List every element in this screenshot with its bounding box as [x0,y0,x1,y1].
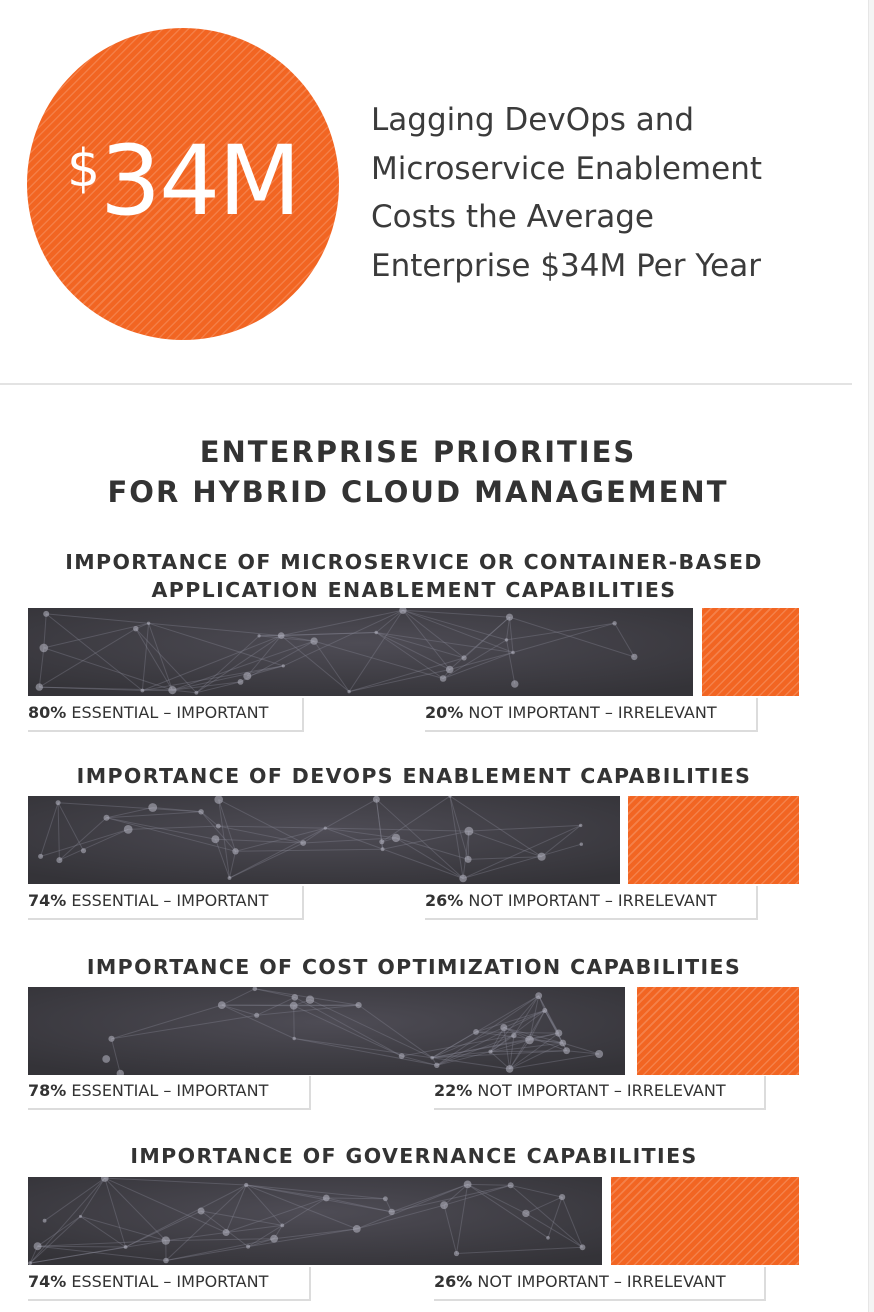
hero-badge [27,28,339,340]
value-label: 78% [28,1081,67,1100]
chart-title-line: IMPORTANCE OF COST OPTIMIZATION CAPABILITIES [86,955,742,979]
hero-line: Costs the Average [371,199,654,235]
category-label: ESSENTIAL – IMPORTANT [71,891,269,910]
bar-not-important-irrelevant [702,608,799,696]
chart-title-line: IMPORTANCE OF DEVOPS ENABLEMENT CAPABILITIES [76,764,752,788]
bar-essential-important [28,1177,602,1265]
value-label: 22% [434,1081,473,1100]
bar-essential-important [28,608,693,696]
label-essential-important [28,1076,311,1110]
value-label: 26% [425,891,464,910]
chart-title [0,1142,828,1170]
hero-line: Lagging DevOps and [371,102,695,138]
bar-essential-important [28,796,620,884]
label-essential-important [28,698,304,732]
page-edge-rule [868,0,874,1312]
section-divider [0,383,852,385]
hero-figure [66,125,300,237]
label-not-important-irrelevant [434,1267,766,1301]
hero-line: Enterprise $34M Per Year [371,247,761,284]
category-label: ESSENTIAL – IMPORTANT [71,1272,269,1291]
category-label: ESSENTIAL – IMPORTANT [71,1081,269,1100]
category-label: ESSENTIAL – IMPORTANT [71,703,269,722]
hero-amount: 34M [100,125,300,237]
section-title-line: ENTERPRISE PRIORITIES [199,435,637,469]
value-label: 80% [28,703,67,722]
chart-title [0,762,828,790]
hero-line: Microservice Enablement [371,150,762,187]
category-label: NOT IMPORTANT – IRRELEVANT [477,1081,726,1100]
hero-statement [371,96,831,290]
value-label: 26% [434,1272,473,1291]
category-label: NOT IMPORTANT – IRRELEVANT [468,891,717,910]
label-not-important-irrelevant [425,698,758,732]
value-label: 20% [425,703,464,722]
value-label: 74% [28,1272,67,1291]
bar-not-important-irrelevant [628,796,799,884]
bar-essential-important [28,987,625,1075]
label-not-important-irrelevant [434,1076,766,1110]
chart-title [0,953,828,981]
chart-title [0,548,828,604]
category-label: NOT IMPORTANT – IRRELEVANT [468,703,717,722]
category-label: NOT IMPORTANT – IRRELEVANT [477,1272,726,1291]
chart-title-line: APPLICATION ENABLEMENT CAPABILITIES [151,578,677,602]
chart-title-line: IMPORTANCE OF MICROSERVICE OR CONTAINER-BASED [65,550,763,574]
bar-not-important-irrelevant [611,1177,799,1265]
label-essential-important [28,1267,311,1301]
chart-title-line: IMPORTANCE OF GOVERNANCE CAPABILITIES [130,1144,698,1168]
hero-currency: $ [66,139,99,199]
value-label: 74% [28,891,67,910]
section-title [0,432,836,512]
label-not-important-irrelevant [425,886,758,920]
bar-not-important-irrelevant [637,987,799,1075]
label-essential-important [28,886,304,920]
section-title-line: FOR HYBRID CLOUD MANAGEMENT [107,475,729,509]
